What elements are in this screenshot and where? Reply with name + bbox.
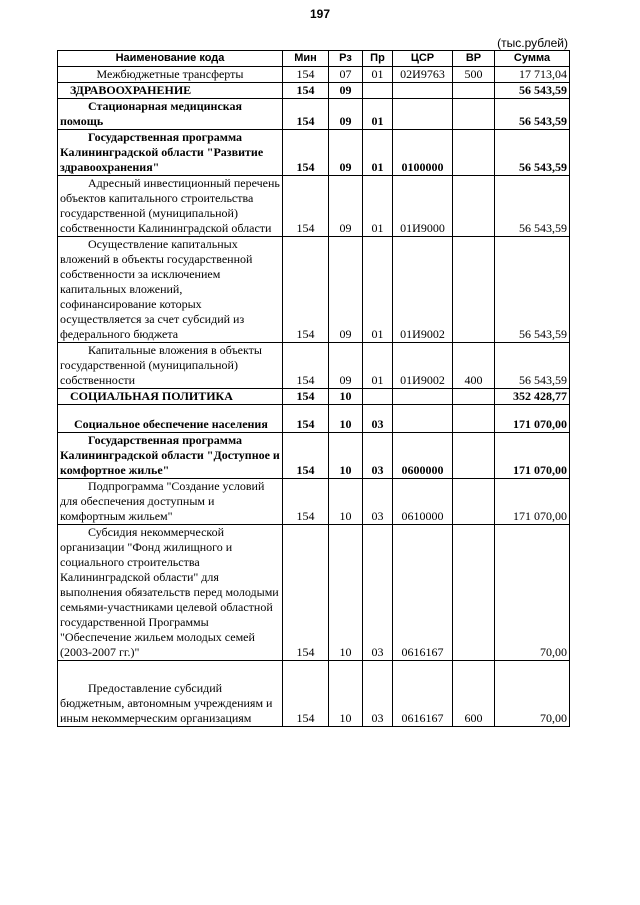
row-sum: 70,00 — [495, 525, 570, 661]
row-sum: 56 543,59 — [495, 176, 570, 237]
row-csr: 0616167 — [393, 525, 453, 661]
row-min: 154 — [283, 99, 329, 130]
row-name: Государственная программа Калининградской области "Доступное и комфортное жилье" — [58, 433, 283, 479]
row-name: Стационарная медицинская помощь — [58, 99, 283, 130]
row-min: 154 — [283, 67, 329, 83]
header-pr: Пр — [363, 51, 393, 67]
row-name: ЗДРАВООХРАНЕНИЕ — [58, 83, 283, 99]
row-name: Предоставление субсидий бюджетным, автономным учреждениям и иным некоммерческим организациям — [58, 661, 283, 727]
row-rz: 09 — [329, 176, 363, 237]
row-sum: 56 543,59 — [495, 130, 570, 176]
row-vr — [453, 405, 495, 433]
row-vr — [453, 237, 495, 343]
row-vr — [453, 99, 495, 130]
row-pr: 01 — [363, 130, 393, 176]
table-row — [58, 433, 570, 479]
row-name: Осуществление капитальных вложений в объекты государственной собственности за исключением капитальных вложений, софинансирование которых осуществляется за счет субсидий из федерального бюджета — [58, 237, 283, 343]
row-min: 154 — [283, 479, 329, 525]
row-name: Социальное обеспечение населения — [58, 405, 283, 433]
row-sum: 56 543,59 — [495, 83, 570, 99]
row-min: 154 — [283, 661, 329, 727]
header-rz: Рз — [329, 51, 363, 67]
row-min: 154 — [283, 405, 329, 433]
header-sum: Сумма — [495, 51, 570, 67]
row-name: Подпрограмма "Создание условий для обеспечения доступным и комфортным жильем" — [58, 479, 283, 525]
row-csr — [393, 405, 453, 433]
row-vr: 600 — [453, 661, 495, 727]
table-row — [58, 343, 570, 389]
row-pr: 01 — [363, 237, 393, 343]
table-row — [58, 661, 570, 727]
row-pr: 03 — [363, 405, 393, 433]
row-name: Адресный инвестиционный перечень объектов капитального строительства государственной (муниципальной) собственности Калининградской области — [58, 176, 283, 237]
row-pr: 01 — [363, 176, 393, 237]
row-vr — [453, 130, 495, 176]
row-min: 154 — [283, 525, 329, 661]
row-name: Капитальные вложения в объекты государственной (муниципальной) собственности — [58, 343, 283, 389]
row-vr — [453, 389, 495, 405]
row-csr: 01И9002 — [393, 343, 453, 389]
row-rz: 09 — [329, 237, 363, 343]
row-min: 154 — [283, 130, 329, 176]
row-min: 154 — [283, 389, 329, 405]
row-name: Межбюджетные трансферты — [58, 67, 283, 83]
header-csr: ЦСР — [393, 51, 453, 67]
row-pr — [363, 83, 393, 99]
budget-table — [57, 50, 570, 727]
table-row — [58, 130, 570, 176]
row-pr — [363, 389, 393, 405]
row-name: Субсидия некоммерческой организации "Фонд жилищного и социального строительства Калининградской области" для выполнения обязательств перед молодыми семьями-участниками целевой областной государственной Программы "Обеспечение жильем молодых семей (2003-2007 гг.)" — [58, 525, 283, 661]
row-min: 154 — [283, 433, 329, 479]
row-vr — [453, 479, 495, 525]
row-csr: 02И9763 — [393, 67, 453, 83]
table-row — [58, 176, 570, 237]
table-row — [58, 389, 570, 405]
row-pr: 03 — [363, 479, 393, 525]
row-name: Государственная программа Калининградской области "Развитие здравоохранения" — [58, 130, 283, 176]
row-csr: 0610000 — [393, 479, 453, 525]
table-row — [58, 405, 570, 433]
row-sum: 17 713,04 — [495, 67, 570, 83]
row-csr: 01И9002 — [393, 237, 453, 343]
row-rz: 10 — [329, 433, 363, 479]
header-vr: ВР — [453, 51, 495, 67]
row-pr: 01 — [363, 99, 393, 130]
row-csr — [393, 389, 453, 405]
row-sum: 56 543,59 — [495, 237, 570, 343]
row-sum: 171 070,00 — [495, 405, 570, 433]
row-min: 154 — [283, 176, 329, 237]
row-rz: 10 — [329, 479, 363, 525]
row-sum: 171 070,00 — [495, 479, 570, 525]
row-rz: 09 — [329, 130, 363, 176]
row-min: 154 — [283, 343, 329, 389]
table-row — [58, 99, 570, 130]
row-vr — [453, 176, 495, 237]
row-sum: 56 543,59 — [495, 343, 570, 389]
row-vr: 500 — [453, 67, 495, 83]
row-vr — [453, 525, 495, 661]
row-rz: 09 — [329, 343, 363, 389]
row-sum: 56 543,59 — [495, 99, 570, 130]
row-rz: 10 — [329, 525, 363, 661]
row-sum: 352 428,77 — [495, 389, 570, 405]
row-pr: 03 — [363, 525, 393, 661]
row-rz: 07 — [329, 67, 363, 83]
page-number: 197 — [309, 7, 331, 21]
row-rz: 10 — [329, 405, 363, 433]
header-name: Наименование кода — [58, 51, 283, 67]
table-row — [58, 525, 570, 661]
row-vr: 400 — [453, 343, 495, 389]
row-csr: 0616167 — [393, 661, 453, 727]
row-rz: 10 — [329, 389, 363, 405]
row-csr — [393, 83, 453, 99]
table-row — [58, 479, 570, 525]
units-label: (тыс.рублей) — [497, 36, 568, 50]
row-vr — [453, 433, 495, 479]
table-row — [58, 83, 570, 99]
row-min: 154 — [283, 83, 329, 99]
row-csr: 0100000 — [393, 130, 453, 176]
row-csr: 0600000 — [393, 433, 453, 479]
row-min: 154 — [283, 237, 329, 343]
row-pr: 03 — [363, 661, 393, 727]
row-rz: 09 — [329, 83, 363, 99]
row-sum: 70,00 — [495, 661, 570, 727]
row-rz: 10 — [329, 661, 363, 727]
row-pr: 01 — [363, 67, 393, 83]
row-rz: 09 — [329, 99, 363, 130]
row-name: СОЦИАЛЬНАЯ ПОЛИТИКА — [58, 389, 283, 405]
table-header-row — [58, 51, 570, 67]
row-vr — [453, 83, 495, 99]
row-sum: 171 070,00 — [495, 433, 570, 479]
table-row — [58, 67, 570, 83]
row-pr: 03 — [363, 433, 393, 479]
row-pr: 01 — [363, 343, 393, 389]
header-min: Мин — [283, 51, 329, 67]
table-row — [58, 237, 570, 343]
row-csr: 01И9000 — [393, 176, 453, 237]
row-csr — [393, 99, 453, 130]
